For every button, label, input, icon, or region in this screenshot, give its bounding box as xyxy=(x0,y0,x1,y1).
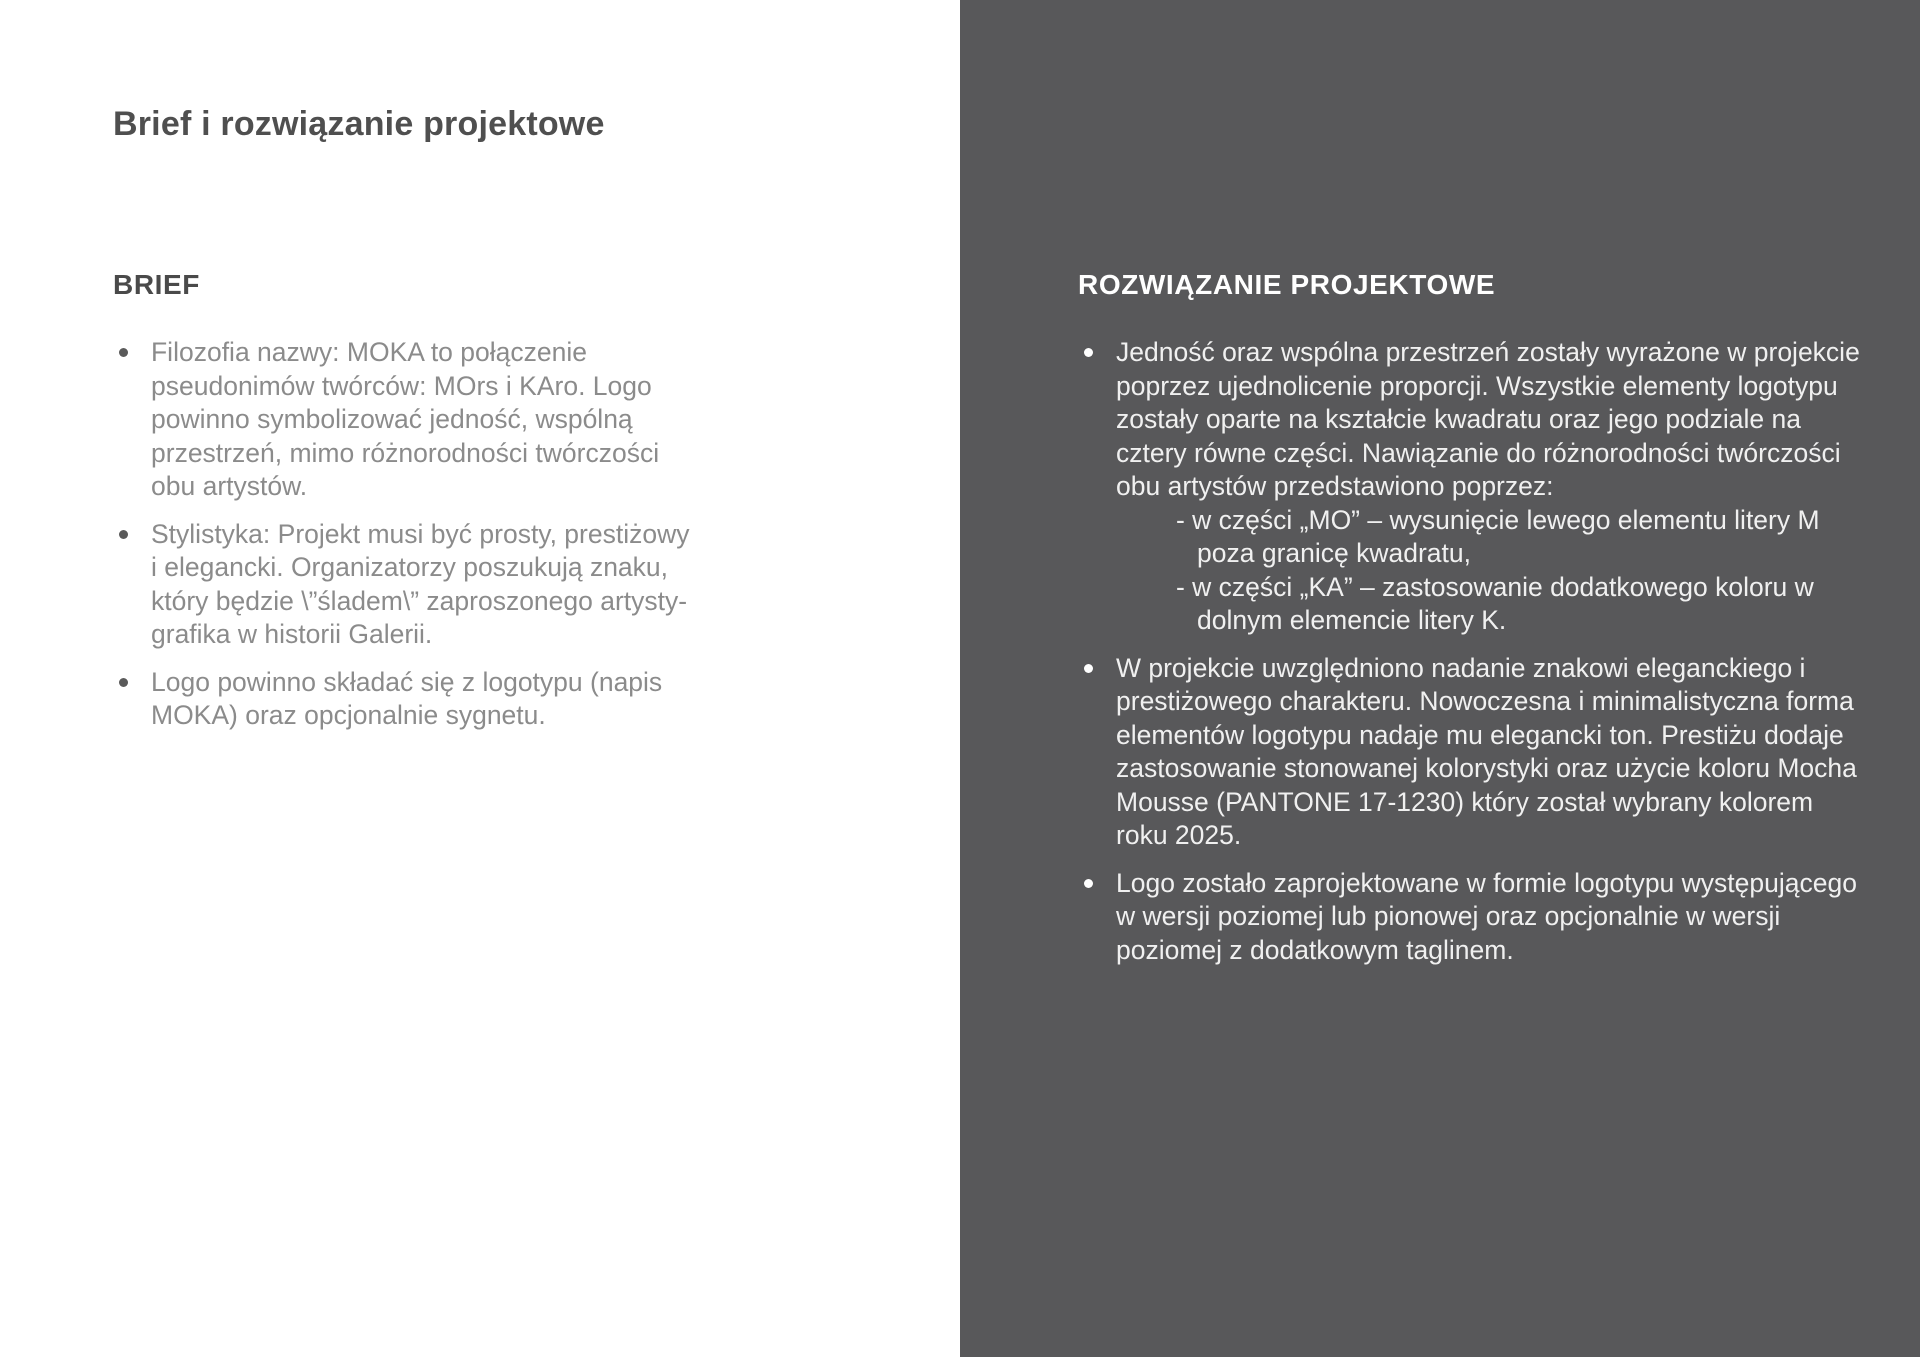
bullet-text: Logo zostało zaprojektowane w formie logotypu występującego w wersji poziomej lub pionowej oraz opcjonalnie w wersji poziomej z dodatkowym taglinem. xyxy=(1116,867,1857,965)
solution-heading: ROZWIĄZANIE PROJEKTOWE xyxy=(1078,269,1496,300)
list-item xyxy=(1078,867,1870,968)
bullet-content xyxy=(1116,867,1864,968)
list-item xyxy=(113,336,900,504)
list-item xyxy=(1078,336,1870,638)
list-item xyxy=(113,518,900,652)
bullet-text: Filozofia nazwy: MOKA to połączenie pseudonimów twórców: MOrs i KAro. Logo powinno symbolizować jedność, wspólną przestrzeń, mimo różnorodności twórczości obu artystów. xyxy=(151,337,660,501)
bullet-content xyxy=(1116,652,1864,853)
page-title: Brief i rozwiązanie projektowe xyxy=(113,105,605,143)
solution-panel xyxy=(960,0,1920,1357)
bullet-text: Stylistyka: Projekt musi być prosty, prestiżowy i elegancki. Organizatorzy poszukują znaku, który będzie \”śladem\” zaproszonego artysty-grafika w historii Galerii. xyxy=(151,518,690,649)
brief-heading: BRIEF xyxy=(113,269,200,300)
bullet-dot-icon xyxy=(1078,867,1116,888)
bullet-content xyxy=(151,666,696,733)
bullet-text: W projekcie uwzględniono nadanie znakowi eleganckiego i prestiżowego charakteru. Nowoczesna i minimalistyczna forma elementów logotypu nadaje mu elegancki ton. Prestiżu dodaje zastosowanie stonowanej kolorystyki oraz użycie koloru Mocha Mousse (PANTONE 17-1230) który został wybrany kolorem roku 2025. xyxy=(1116,652,1857,850)
bullet-content xyxy=(1116,336,1864,638)
bullet-dot-icon xyxy=(1078,336,1116,357)
bullet-dot-icon xyxy=(1078,652,1116,673)
list-item xyxy=(113,666,900,733)
solution-bullet-list xyxy=(1078,336,1870,967)
bullet-dot-icon xyxy=(113,518,151,539)
bullet-dot-icon xyxy=(113,336,151,357)
bullet-content xyxy=(151,518,696,652)
bullet-text: Jedność oraz wspólna przestrzeń zostały wyrażone w projekcie poprzez ujednolicenie proporcji. Wszystkie elementy logotypu zostały oparte na kształcie kwadratu oraz jego podziale na cztery równe części. Nawiązanie do różnorodności twórczości obu artystów przedstawiono poprzez: xyxy=(1116,337,1860,501)
bullet-dot-icon xyxy=(113,666,151,687)
sub-item: - w części „KA” – zastosowanie dodatkowego koloru w dolnym elemencie litery K. xyxy=(1176,571,1814,635)
list-item xyxy=(1078,652,1870,853)
sub-item: - w części „MO” – wysunięcie lewego elementu litery M poza granicę kwadratu, xyxy=(1176,504,1820,568)
bullet-text: Logo powinno składać się z logotypu (napis MOKA) oraz opcjonalnie sygnetu. xyxy=(151,666,663,730)
brief-bullet-list xyxy=(113,336,900,733)
bullet-content xyxy=(151,336,696,504)
